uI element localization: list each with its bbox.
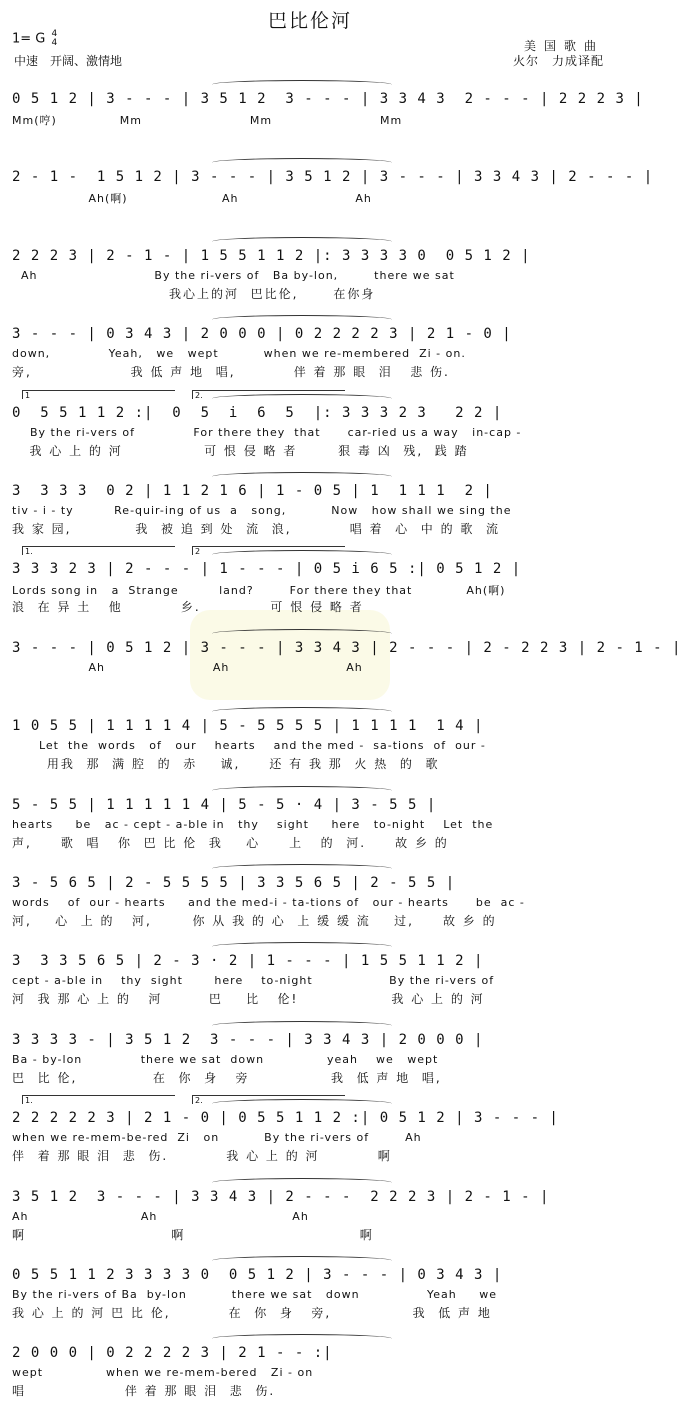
score-system xyxy=(12,1096,608,1187)
meter-bottom: 4 xyxy=(51,38,58,48)
phrase-slur xyxy=(212,1021,392,1030)
notation-line: 3 - - - | 0 3 4 3 | 2 0 0 0 | 0 2 2 2 2 3 | 2 1 - 0 | xyxy=(12,326,512,343)
notation-line: 3 - 5 6 5 | 2 - 5 5 5 5 | 3 3 5 6 5 | 2 - 5 5 | xyxy=(12,875,456,891)
phrase-slur xyxy=(212,1178,392,1187)
notation-line: 3 5 1 2 3 - - - | 3 3 4 3 | 2 - - - 2 2 2 3 | 2 - 1 - | xyxy=(12,1188,550,1205)
phrase-slur xyxy=(212,1334,392,1343)
notation-line: 3 - - - | 0 5 1 2 | 3 - - - | 3 3 4 3 | 2 - - - | 2 - 2 2 3 | 2 - 1 - | xyxy=(12,639,681,656)
score-system xyxy=(12,243,608,325)
lyrics-chinese: 我 心 上 的 河 可 恨 侵 略 者 狠 毒 凶 残, 践 踏 xyxy=(12,443,469,458)
lyrics-chinese: 旁, 我 低 声 地 唱, 伴 着 那 眼 泪 悲 伤. xyxy=(12,365,450,380)
lyrics-chinese: 我 家 园, 我 被 追 到 处 流 浪, 唱 着 心 中 的 歌 流 xyxy=(12,522,501,536)
score-system xyxy=(12,870,608,952)
score-system xyxy=(12,948,608,1030)
volta-bracket: 2. xyxy=(192,390,345,399)
score-system xyxy=(12,1184,608,1266)
lyrics-chinese: 用我 那 满 腔 的 赤 诚, 还 有 我 那 火 热 的 歌 xyxy=(12,757,440,772)
lyrics-english: hearts be ac - cept - a-ble in thy sight here to-night Let the xyxy=(12,817,494,831)
lyrics-english: Ah Ah Ah xyxy=(12,1209,309,1223)
score-system xyxy=(12,1262,608,1344)
tempo-marking: 中速 开阔、激情地 xyxy=(14,54,123,68)
phrase-slur xyxy=(212,942,392,951)
score-system xyxy=(12,713,608,795)
lyrics-english: Ah Ah Ah xyxy=(12,660,363,674)
translator-credit: 火尔 力成译配 xyxy=(512,54,604,68)
notation-line: 5 - 5 5 | 1 1 1 1 1 4 | 5 - 5 · 4 | 3 - 5 5 | xyxy=(12,796,437,813)
notation-line: 1 0 5 5 | 1 1 1 1 4 | 5 - 5 5 5 5 | 1 1 1 1 1 4 | xyxy=(12,718,484,735)
lyrics-chinese: 河 我 那 心 上 的 河 巴 比 伦! 我 心 上 的 河 xyxy=(12,992,485,1007)
score-system xyxy=(12,635,681,717)
time-signature xyxy=(52,30,58,48)
phrase-slur xyxy=(212,629,392,638)
phrase-slur xyxy=(212,315,392,324)
volta-bracket: 1. xyxy=(22,1095,175,1104)
lyrics-english: wept when we re-mem-bered Zi - on xyxy=(12,1366,314,1380)
lyrics-english: Ah(啊) Ah Ah xyxy=(12,192,372,206)
lyrics-english: Let the words of our hearts and the med - sa-tions of our - xyxy=(12,739,486,753)
notation-line: 3 3 3 2 3 | 2 - - - | 1 - - - | 0 5 i 6 5 :| 0 5 1 2 | xyxy=(12,561,522,578)
score-system xyxy=(12,390,608,482)
key-label: 1= G xyxy=(12,31,46,47)
notation-line: 3 3 3 5 6 5 | 2 - 3 · 2 | 1 - - - | 1 5 5 1 1 2 | xyxy=(12,953,484,970)
song-origin: 美国歌曲 xyxy=(523,39,604,53)
volta-bracket: 2. xyxy=(192,1095,345,1104)
lyrics-english: Lords song in a Strange land? For there they that Ah(啊) xyxy=(12,584,506,598)
notation-line: 0 5 1 2 | 3 - - - | 3 5 1 2 3 - - - | 3 3 4 3 2 - - - | 2 2 2 3 | xyxy=(12,91,644,107)
phrase-slur xyxy=(212,786,392,795)
song-title: 巴比伦河 xyxy=(267,10,352,32)
score-system xyxy=(12,86,644,168)
phrase-slur xyxy=(212,80,392,89)
lyrics-chinese: 唱 伴 着 那 眼 泪 悲 伤. xyxy=(12,1384,276,1399)
notation-line: 2 0 0 0 | 0 2 2 2 2 3 | 2 1 - - :| xyxy=(12,1345,333,1362)
notation-line: 2 - 1 - 1 5 1 2 | 3 - - - | 3 5 1 2 | 3 - - - | 3 3 4 3 | 2 - - - | xyxy=(12,169,654,186)
score-system xyxy=(12,547,608,638)
lyrics-english: Mm(哼) Mm Mm Mm xyxy=(12,114,403,127)
volta-bracket: 1. xyxy=(22,546,175,555)
score-system xyxy=(12,792,608,874)
notation-line: 3 3 3 3 - | 3 5 1 2 3 - - - | 3 3 4 3 | 2 0 0 0 | xyxy=(12,1031,484,1048)
phrase-slur xyxy=(212,158,392,167)
key-signature xyxy=(12,30,57,48)
lyrics-english: when we re-mem-be-red Zi on By the ri-vers of Ah xyxy=(12,1131,422,1145)
phrase-slur xyxy=(212,472,392,481)
notation-line: 2 2 2 3 | 2 - 1 - | 1 5 5 1 1 2 |: 3 3 3 3 0 0 5 1 2 | xyxy=(12,247,531,264)
phrase-slur xyxy=(212,237,392,246)
lyrics-english: Ah By the ri-vers of Ba by-lon, there we sat xyxy=(12,268,455,282)
notation-line: 0 5 5 1 1 2 3 3 3 3 0 0 5 1 2 | 3 - - - | 0 3 4 3 | xyxy=(12,1267,503,1283)
volta-bracket: 1 xyxy=(22,390,175,399)
lyrics-chinese: 浪 在 异 土 他 乡. 可 恨 侵 略 者 xyxy=(12,600,364,615)
lyrics-chinese: 巴 比 伦, 在 你 身 旁 我 低 声 地 唱, xyxy=(12,1070,442,1085)
lyrics-english: words of our - hearts and the med-i - ta-tions of our - hearts be ac - xyxy=(12,896,525,909)
lyrics-chinese: 我 心 上 的 河 巴 比 伦, 在 你 身 旁, 我 低 声 地 xyxy=(12,1306,492,1320)
phrase-slur xyxy=(212,707,392,716)
lyrics-chinese: 声, 歌 唱 你 巴 比 伦 我 心 上 的 河. 故 乡 的 xyxy=(12,835,449,850)
notation-line: 0 5 5 1 1 2 :| 0 5 i 6 5 |: 3 3 3 2 3 2 2 | xyxy=(12,404,503,421)
lyrics-english: By the ri-vers of Ba by-lon there we sat down Yeah we xyxy=(12,1288,497,1301)
lyrics-chinese: 伴 着 那 眼 泪 悲 伤. 我 心 上 的 河 啊 xyxy=(12,1149,392,1164)
lyrics-chinese: 河, 心 上 的 河, 你 从 我 的 心 上 缓 缓 流 过, 故 乡 的 xyxy=(12,914,497,928)
lyrics-english: tiv - i - ty Re-quir-ing of us a song, Now how shall we sing the xyxy=(12,504,512,517)
lyrics-chinese: 我心上的河 巴比伦, 在你身 xyxy=(12,286,376,301)
notation-line: 2 2 2 2 2 3 | 2 1 - 0 | 0 5 5 1 1 2 :| 0 5 1 2 | 3 - - - | xyxy=(12,1110,559,1127)
phrase-slur xyxy=(212,1256,392,1265)
score-system xyxy=(12,164,654,246)
lyrics-english: By the ri-vers of For there they that car-ried us a way in-cap - xyxy=(12,425,522,439)
score-system xyxy=(12,1340,608,1422)
lyrics-chinese: 啊 啊 啊 xyxy=(12,1227,374,1242)
meter-top: 4 xyxy=(51,29,58,39)
lyrics-english: Ba - by-lon there we sat down yeah we wept xyxy=(12,1052,439,1066)
phrase-slur xyxy=(212,864,392,873)
notation-line: 3 3 3 3 0 2 | 1 1 2 1 6 | 1 - 0 5 | 1 1 1 1 2 | xyxy=(12,483,493,499)
volta-bracket: 2 xyxy=(192,546,345,555)
lyrics-english: down, Yeah, we wept when we re-membered Zi - on. xyxy=(12,347,466,361)
lyrics-english: cept - a-ble in thy sight here to-night By the ri-vers of xyxy=(12,974,495,988)
